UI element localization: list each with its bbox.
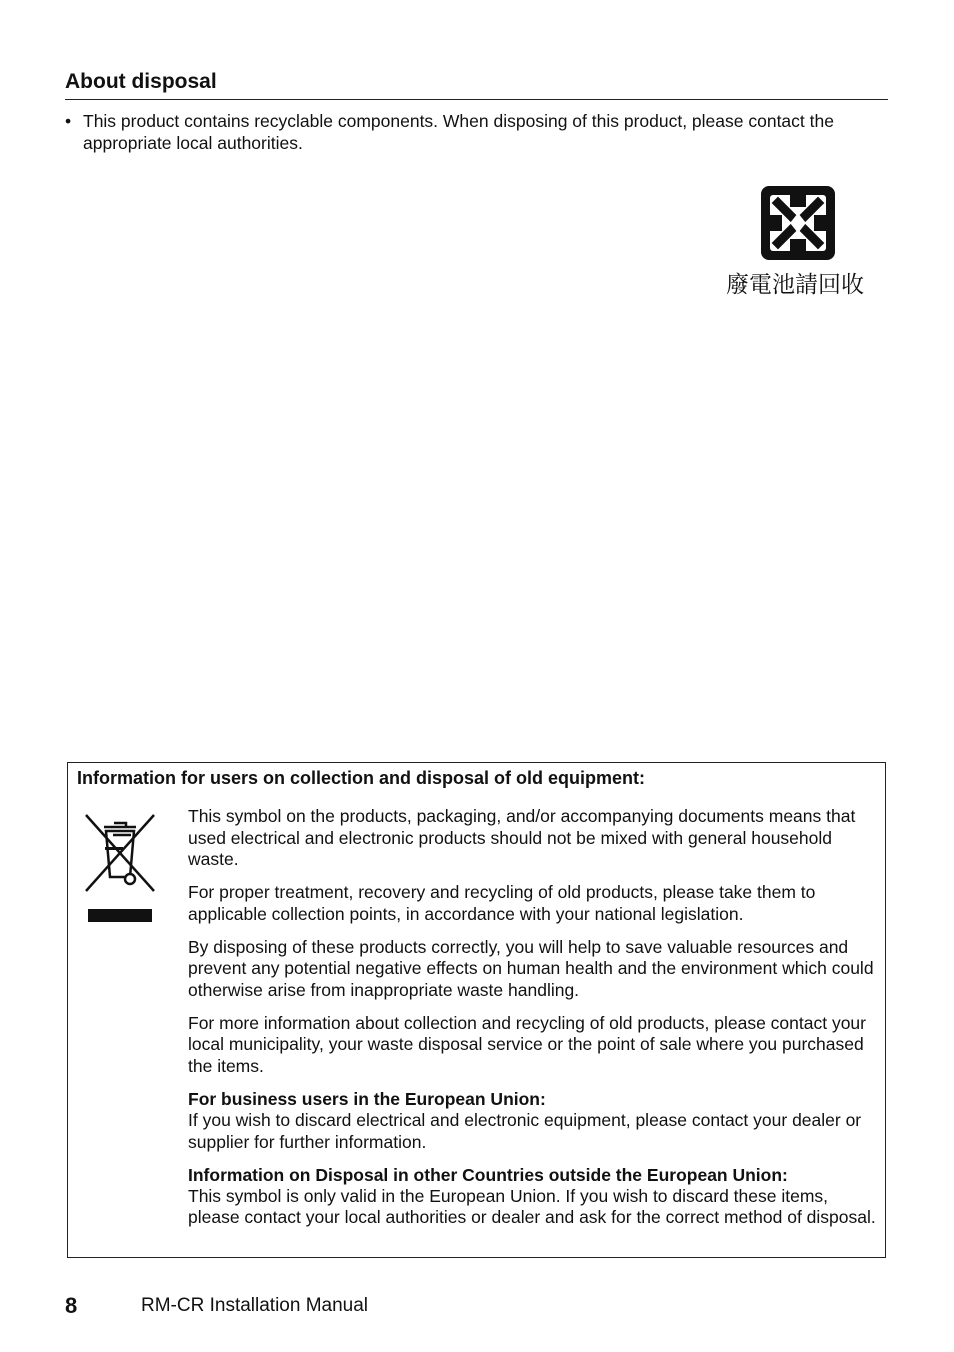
box-title: Information for users on collection and disposal of old equipment: [77,768,646,788]
business-text: If you wish to discard electrical and electronic equipment, please contact your dealer or supplier for further information. [188,1110,862,1152]
info-paragraph: By disposing of these products correctly, you will help to save valuable resources and prevent any potential negative effects on human health and the environment which could otherwise arise from inappropriate waste handling. [188,936,874,1000]
business-section [188,1089,878,1154]
bullet-text: This product contains recyclable components. When disposing of this product, please contact the appropriate local authorities. [83,111,834,153]
recycle-caption: 廢電池請回收 [726,272,864,298]
battery-recycle-icon [760,185,836,261]
page-number: 8 [65,1293,78,1318]
weee-bar [88,909,152,922]
outside-eu-heading: Information on Disposal in other Countries outside the European Union: [188,1164,788,1185]
bullet-dot: • [65,111,72,131]
box-body [188,806,878,1239]
business-heading: For business users in the European Union: [188,1088,546,1109]
info-paragraph: For proper treatment, recovery and recycling of old products, please take them to applicable collection points, in accordance with your national legislation. [188,882,816,924]
info-paragraph: For more information about collection and recycling of old products, please contact your local municipality, your waste disposal service or the point of sale where you purchased the items. [188,1012,866,1076]
outside-eu-section [188,1165,878,1228]
outside-eu-text: This symbol is only valid in the European Union. If you wish to discard these items, please contact your local authorities or dealer and ask for the correct method of disposal. [188,1185,876,1227]
disposal-info-box [67,762,886,1258]
info-paragraph: This symbol on the products, packaging, and/or accompanying documents means that used electrical and electronic products should not be mixed with general household waste. [188,806,856,869]
manual-title: RM-CR Installation Manual [141,1295,369,1316]
disposal-bullet [65,110,855,154]
section-heading: About disposal [65,70,888,100]
crossed-bin-icon [82,811,158,895]
